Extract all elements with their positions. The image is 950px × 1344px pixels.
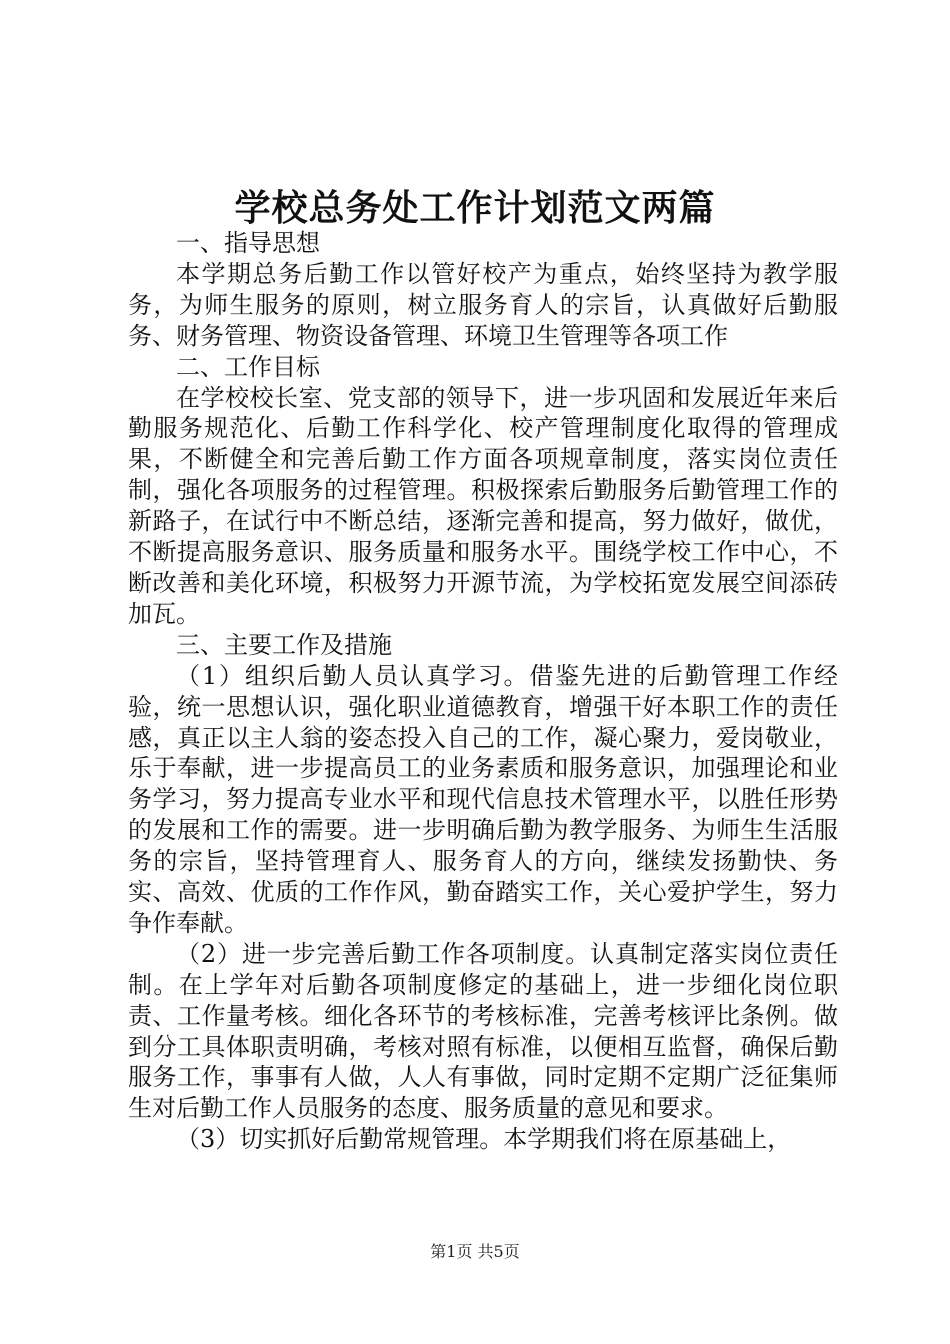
page-number-footer: 第1页 共5页	[430, 1242, 520, 1261]
body-paragraph: （2）进一步完善后勤工作各项制度。认真制定落实岗位责任制。在上学年对后勤各项制度修定的基础上，进一步细化岗位职责、工作量考核。细化各环节的考核标准，完善考核评比条例。做到分工具体职责明确，考核对照有标准，以便相互监督，确保后勤服务工作，事事有人做，人人有事做，同时定期不定期广泛征集师生对后勤工作人员服务的态度、服务质量的意见和要求。	[128, 939, 838, 1123]
document-title: 学校总务处工作计划范文两篇	[234, 187, 716, 229]
body-paragraph: 本学期总务后勤工作以管好校产为重点，始终坚持为教学服务，为师生服务的原则，树立服务育人的宗旨，认真做好后勤服务、财务管理、物资设备管理、环境卫生管理等各项工作	[128, 259, 838, 350]
body-paragraph: 在学校校长室、党支部的领导下，进一步巩固和发展近年来后勤服务规范化、后勤工作科学化、校产管理制度化取得的管理成果，不断健全和完善后勤工作方面各项规章制度，落实岗位责任制，强化各项服务的过程管理。积极探索后勤服务后勤管理工作的新路子，在试行中不断总结，逐渐完善和提高，努力做好，做优，不断提高服务意识、服务质量和服务水平。围绕学校工作中心，不断改善和美化环境，积极努力开源节流，为学校拓宽发展空间添砖加瓦。	[128, 383, 838, 628]
section-heading: 一、指导思想	[176, 229, 320, 257]
section-heading: 三、主要工作及措施	[176, 630, 392, 659]
section-heading: 二、工作目标	[176, 352, 320, 381]
document-body	[128, 228, 838, 1155]
body-paragraph: （1）组织后勤人员认真学习。借鉴先进的后勤管理工作经验，统一思想认识，强化职业道德教育，增强干好本职工作的责任感，真正以主人翁的姿态投入自己的工作，凝心聚力，爱岗敬业，乐于奉献，进一步提高员工的业务素质和服务意识，加强理论和业务学习，努力提高专业水平和现代信息技术管理水平，以胜任形势的发展和工作的需要。进一步明确后勤为教学服务、为师生生活服务的宗旨，坚持管理育人、服务育人的方向，继续发扬勤快、务实、高效、优质的工作作风，勤奋踏实工作，关心爱护学生，努力争作奉献。	[128, 661, 838, 937]
body-paragraph: （3）切实抓好后勤常规管理。本学期我们将在原基础上，	[176, 1125, 792, 1154]
